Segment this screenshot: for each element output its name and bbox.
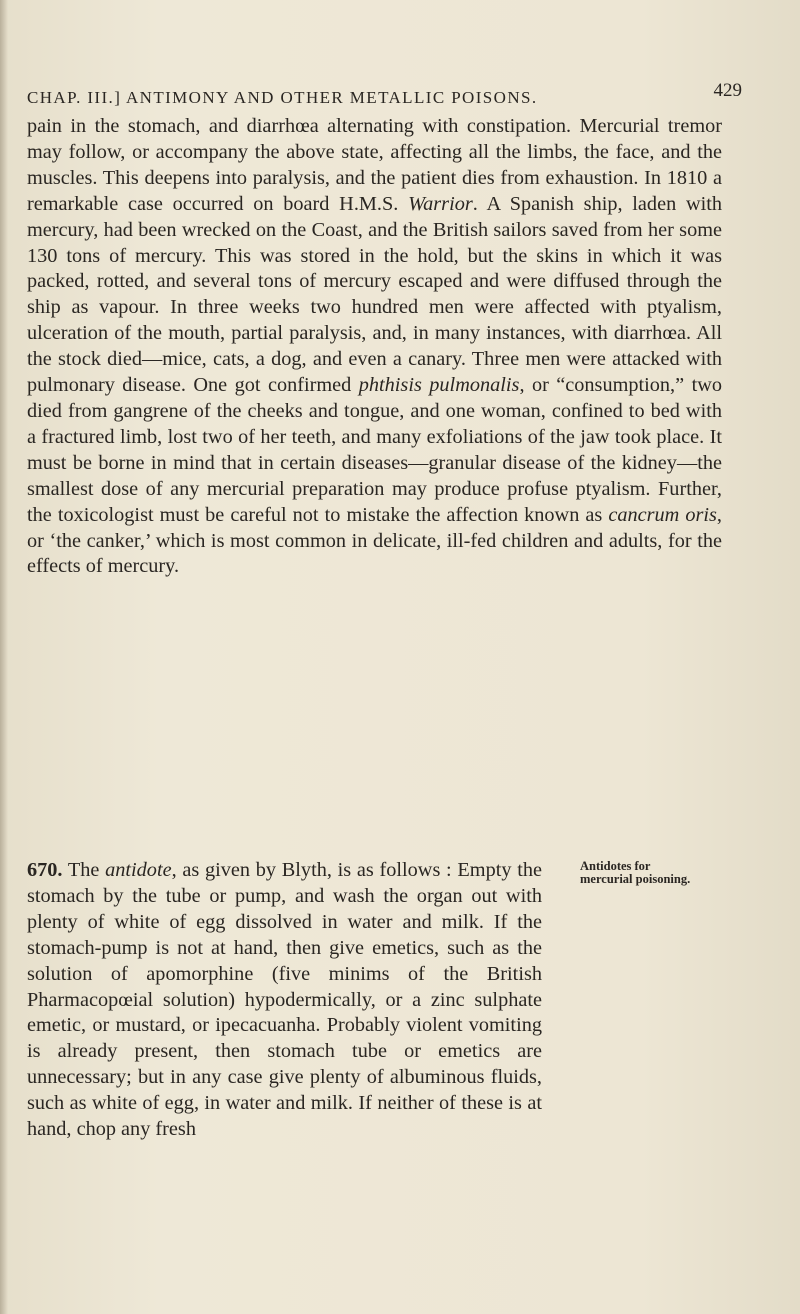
running-head: CHAP. III.] ANTIMONY AND OTHER METALLIC POISONS. (27, 88, 538, 107)
section-number: 670. (27, 859, 63, 881)
page-binding-edge (0, 0, 8, 1314)
ship-name: Warrior (408, 192, 473, 215)
antidote-term: antidote (105, 859, 172, 881)
paragraph-antidote: 670. The antidote, as given by Blyth, is as follows : Empty the stomach by the tube or pump, and wash the organ out with plenty of white of egg dissolved in water and milk. If the stomach-pump is not at hand, then give emetics, such as the solution of apomorphine (five minims of the British Pharmacopœial solution) hypodermically, or a zinc sulphate emetic, or mustard, or ipecacuanha. Probably violent vomiting is already present, then stomach tube or emetics are unnecessary; but in any case give plenty of albuminous fluids, such as white of egg, in water and milk. If neither of these is at hand, chop any fresh (27, 859, 542, 1141)
disease-term: phthisis pulmonalis (358, 374, 520, 397)
paragraph-mercury-symptoms: pain in the stomach, and diarrhœa alternating with constipation. Mercurial tremor may follow, or accompany the above state, affecting all the limbs, the face, and the muscles. This deepens into paralysis, and the patient dies from exhaustion. In 1810 a remarkable case occurred on board H.M.S. Warrior. A Spanish ship, laden with mercury, had been wrecked on the Coast, and the British sailors saved from her some 130 tons of mercury. This was stored in the hold, but the skins in which it was packed, rotted, and several tons of mercury escaped and were diffused through the ship as vapour. In three weeks two hundred men were affected with ptyalism, ulceration of the mouth, partial paralysis, and, in many instances, with diarrhœa. All the stock died—mice, cats, a dog, and even a canary. Three men were attacked with pulmonary disease. One got confirmed phthisis pulmonalis, or “consumption,” two died from gangrene of the cheeks and tongue, and one woman, confined to bed with a fractured limb, lost two of her teeth, and many exfoliations of the jaw took place. It must be borne in mind that in certain diseases—granular disease of the kidney—the smallest dose of any mercurial preparation may produce profuse ptyalism. Further, the toxicologist must be careful not to mistake the affection known as cancrum oris, or ‘the canker,’ which is most common in delicate, ill-fed children and adults, for the effects of mercury. (27, 115, 723, 578)
medical-term: cancrum oris (608, 503, 717, 526)
margin-note: Antidotes for mercurial poisoning. (580, 859, 691, 886)
page-header (27, 80, 742, 114)
page-number: 429 (713, 80, 742, 101)
body-text (27, 114, 722, 580)
